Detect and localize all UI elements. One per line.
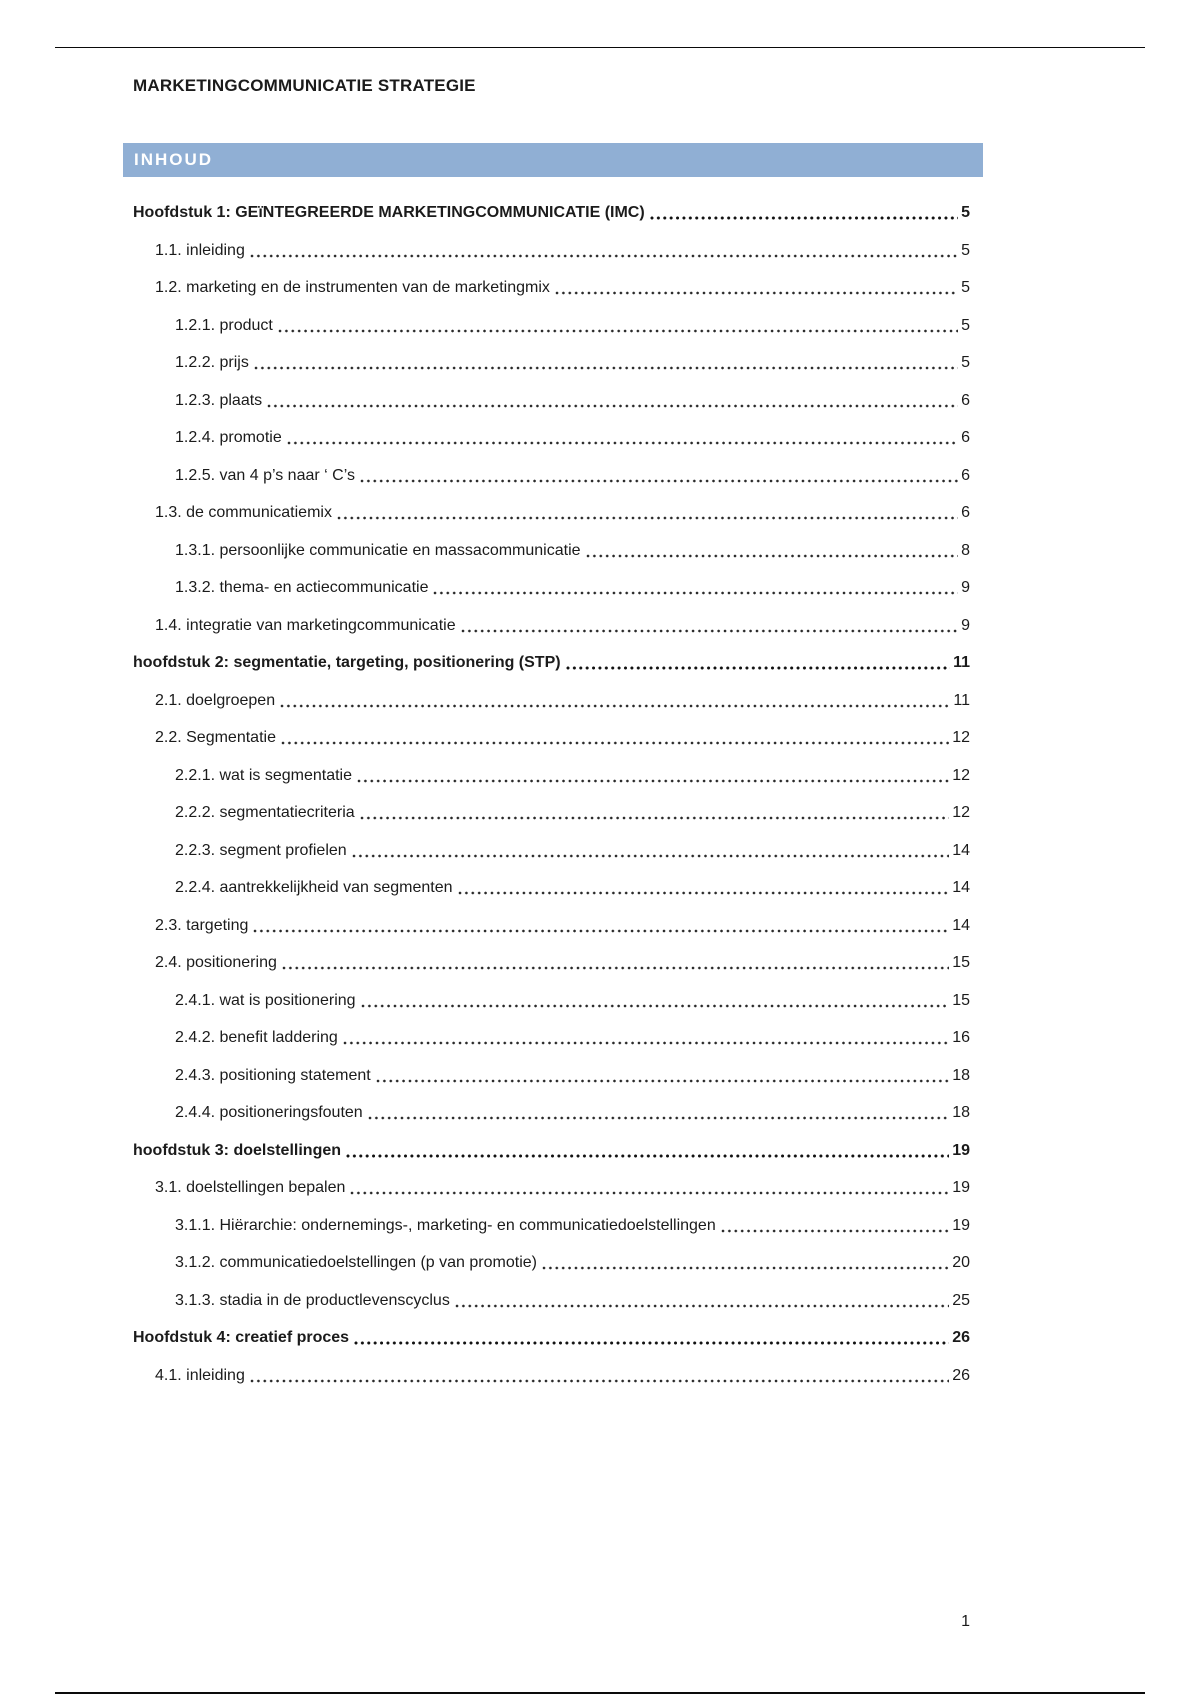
toc-entry-page: 19 bbox=[952, 1216, 970, 1234]
toc-entry-page: 11 bbox=[953, 654, 970, 671]
toc-dot-leader bbox=[352, 854, 950, 858]
toc-dot-leader bbox=[337, 516, 958, 520]
toc-dot-leader bbox=[566, 666, 951, 670]
toc-entry-page: 5 bbox=[961, 241, 970, 259]
toc-dot-leader bbox=[376, 1079, 950, 1083]
toc-dot-leader bbox=[357, 779, 949, 783]
toc-entry bbox=[133, 1216, 970, 1236]
document-header-title: MARKETINGCOMMUNICATIE STRATEGIE bbox=[133, 76, 476, 95]
toc-entry bbox=[133, 1103, 970, 1123]
toc-entry bbox=[133, 691, 970, 711]
toc-dot-leader bbox=[280, 704, 950, 708]
document-content bbox=[123, 76, 983, 1403]
toc-entry-label: 2.1. doelgroepen bbox=[155, 691, 276, 709]
toc-dot-leader bbox=[254, 366, 958, 370]
toc-entry-page: 6 bbox=[961, 504, 970, 521]
toc-entry-label: 1.2.3. plaats bbox=[175, 391, 263, 409]
toc-dot-leader bbox=[455, 1304, 949, 1308]
toc-dot-leader bbox=[458, 891, 950, 895]
toc-entry bbox=[133, 878, 970, 898]
toc-entry-page: 19 bbox=[952, 1141, 970, 1159]
toc-entry-label: Hoofdstuk 1: GEïNTEGREERDE MARKETINGCOMMUNICATIE (IMC) bbox=[133, 204, 645, 221]
toc-entry-page: 14 bbox=[952, 879, 970, 896]
toc-entry-page: 26 bbox=[952, 1366, 970, 1384]
toc-entry-label: 4.1. inleiding bbox=[155, 1366, 245, 1384]
toc-dot-leader bbox=[650, 216, 958, 220]
page-number: 1 bbox=[961, 1613, 970, 1630]
toc-entry-page: 14 bbox=[952, 916, 970, 934]
toc-entry bbox=[133, 278, 970, 298]
toc-entry-page: 14 bbox=[952, 841, 970, 859]
toc-dot-leader bbox=[287, 441, 958, 445]
toc-entry-label: 2.2.3. segment profielen bbox=[175, 841, 347, 859]
toc-entry-page: 16 bbox=[952, 1029, 970, 1046]
toc-entry-label: 1.2. marketing en de instrumenten van de marketingmix bbox=[155, 279, 550, 296]
toc-entry-page: 5 bbox=[961, 316, 970, 334]
toc-entry-label: 2.3. targeting bbox=[155, 916, 249, 934]
toc-entry-page: 12 bbox=[952, 766, 970, 784]
toc-entry-page: 9 bbox=[961, 616, 970, 634]
toc-entry bbox=[133, 1328, 970, 1348]
toc-entry bbox=[133, 541, 970, 561]
toc-dot-leader bbox=[555, 291, 958, 295]
toc-entry-label: 1.3.1. persoonlijke communicatie en massacommunicatie bbox=[175, 541, 581, 559]
toc-heading-banner bbox=[123, 143, 983, 177]
toc-dot-leader bbox=[250, 1379, 949, 1383]
toc-entry-label: 2.2.1. wat is segmentatie bbox=[175, 766, 352, 784]
toc-entry-page: 19 bbox=[952, 1179, 970, 1196]
toc-entry bbox=[133, 728, 970, 748]
toc-dot-leader bbox=[282, 966, 949, 970]
toc-entry bbox=[133, 316, 970, 336]
toc-entry-label: 2.4.1. wat is positionering bbox=[175, 991, 356, 1009]
toc-dot-leader bbox=[461, 629, 959, 633]
toc-entry-label: 2.2.2. segmentatiecriteria bbox=[175, 804, 355, 821]
toc-entry bbox=[133, 1066, 970, 1086]
toc-entry bbox=[133, 353, 970, 373]
toc-entry bbox=[133, 1141, 970, 1161]
toc-entry-label: 1.2.1. product bbox=[175, 316, 273, 334]
toc-dot-leader bbox=[267, 404, 958, 408]
toc-entry-page: 20 bbox=[952, 1254, 970, 1271]
toc-entry bbox=[133, 803, 970, 823]
toc-dot-leader bbox=[346, 1154, 949, 1158]
toc-entry-page: 6 bbox=[961, 466, 970, 484]
toc-entry-page: 18 bbox=[952, 1066, 970, 1084]
toc-entry-page: 5 bbox=[961, 204, 970, 221]
toc-entry bbox=[133, 578, 970, 598]
toc-entry-label: 1.4. integratie van marketingcommunicatie bbox=[155, 616, 456, 634]
toc-entry-label: 3.1.1. Hiërarchie: ondernemings-, marketing- en communicatiedoelstellingen bbox=[175, 1216, 716, 1234]
toc-entry-label: 1.2.2. prijs bbox=[175, 354, 249, 371]
toc-entry-page: 5 bbox=[961, 279, 970, 296]
toc-entry-page: 6 bbox=[961, 391, 970, 409]
toc-dot-leader bbox=[368, 1116, 950, 1120]
toc-dot-leader bbox=[278, 329, 958, 333]
toc-heading: INHOUD bbox=[134, 150, 214, 169]
toc-entry-page: 25 bbox=[952, 1291, 970, 1309]
toc-entry bbox=[133, 1253, 970, 1273]
toc-dot-leader bbox=[360, 816, 950, 820]
toc-entry bbox=[133, 1366, 970, 1386]
toc-entry-page: 11 bbox=[953, 691, 970, 709]
toc-dot-leader bbox=[433, 591, 958, 595]
toc-dot-leader bbox=[350, 1191, 949, 1195]
toc-entry bbox=[133, 203, 970, 223]
toc-dot-leader bbox=[250, 254, 958, 258]
toc-entry-label: 3.1.2. communicatiedoelstellingen (p van promotie) bbox=[175, 1254, 537, 1271]
toc-entry bbox=[133, 766, 970, 786]
toc-entry-page: 8 bbox=[961, 541, 970, 559]
toc-entry bbox=[133, 1178, 970, 1198]
toc-entry-label: 2.4.4. positioneringsfouten bbox=[175, 1104, 363, 1121]
toc-dot-leader bbox=[721, 1229, 949, 1233]
toc-entry-label: 2.4.3. positioning statement bbox=[175, 1066, 371, 1084]
toc-entry-label: 2.2. Segmentatie bbox=[155, 729, 276, 746]
toc-entry-page: 6 bbox=[961, 429, 970, 446]
toc-entry-page: 12 bbox=[952, 729, 970, 746]
toc-entry-label: 1.3. de communicatiemix bbox=[155, 504, 332, 521]
toc-entry-page: 12 bbox=[952, 804, 970, 821]
toc-entry-label: 2.4. positionering bbox=[155, 954, 277, 971]
toc-entry-label: 1.2.4. promotie bbox=[175, 429, 282, 446]
toc-entry-label: hoofdstuk 2: segmentatie, targeting, positionering (STP) bbox=[133, 654, 561, 671]
toc-entry bbox=[133, 1028, 970, 1048]
toc-entry bbox=[133, 503, 970, 523]
toc-entry bbox=[133, 653, 970, 673]
toc-dot-leader bbox=[361, 1004, 950, 1008]
toc-list bbox=[123, 203, 983, 1386]
toc-entry-label: 2.4.2. benefit laddering bbox=[175, 1029, 338, 1046]
toc-dot-leader bbox=[360, 479, 958, 483]
toc-dot-leader bbox=[281, 741, 949, 745]
toc-entry bbox=[133, 953, 970, 973]
toc-entry-page: 5 bbox=[961, 354, 970, 371]
toc-entry bbox=[133, 841, 970, 861]
toc-entry bbox=[133, 391, 970, 411]
toc-entry bbox=[133, 466, 970, 486]
toc-entry-label: hoofdstuk 3: doelstellingen bbox=[133, 1141, 342, 1159]
toc-entry-page: 18 bbox=[952, 1104, 970, 1121]
toc-entry bbox=[133, 991, 970, 1011]
top-rule bbox=[55, 47, 1145, 48]
toc-entry-page: 15 bbox=[952, 954, 970, 971]
bottom-rule bbox=[55, 1692, 1145, 1694]
toc-entry bbox=[133, 616, 970, 636]
toc-entry-label: 3.1. doelstellingen bepalen bbox=[155, 1179, 346, 1196]
toc-entry-page: 15 bbox=[952, 991, 970, 1009]
toc-entry-label: 1.3.2. thema- en actiecommunicatie bbox=[175, 579, 429, 596]
toc-entry-label: 2.2.4. aantrekkelijkheid van segmenten bbox=[175, 879, 453, 896]
toc-entry bbox=[133, 916, 970, 936]
toc-entry-label: 3.1.3. stadia in de productlevenscyclus bbox=[175, 1291, 450, 1309]
toc-entry-label: Hoofdstuk 4: creatief proces bbox=[133, 1329, 350, 1346]
toc-dot-leader bbox=[354, 1341, 949, 1345]
toc-entry-label: 1.1. inleiding bbox=[155, 241, 245, 259]
toc-dot-leader bbox=[253, 929, 949, 933]
toc-entry-label: 1.2.5. van 4 p’s naar ‘ C’s bbox=[175, 466, 355, 484]
toc-dot-leader bbox=[343, 1041, 949, 1045]
toc-entry bbox=[133, 1291, 970, 1311]
toc-entry-page: 26 bbox=[952, 1329, 970, 1346]
toc-dot-leader bbox=[542, 1266, 949, 1270]
toc-entry bbox=[133, 428, 970, 448]
toc-entry-page: 9 bbox=[961, 579, 970, 596]
toc-dot-leader bbox=[586, 554, 959, 558]
toc-entry bbox=[133, 241, 970, 261]
